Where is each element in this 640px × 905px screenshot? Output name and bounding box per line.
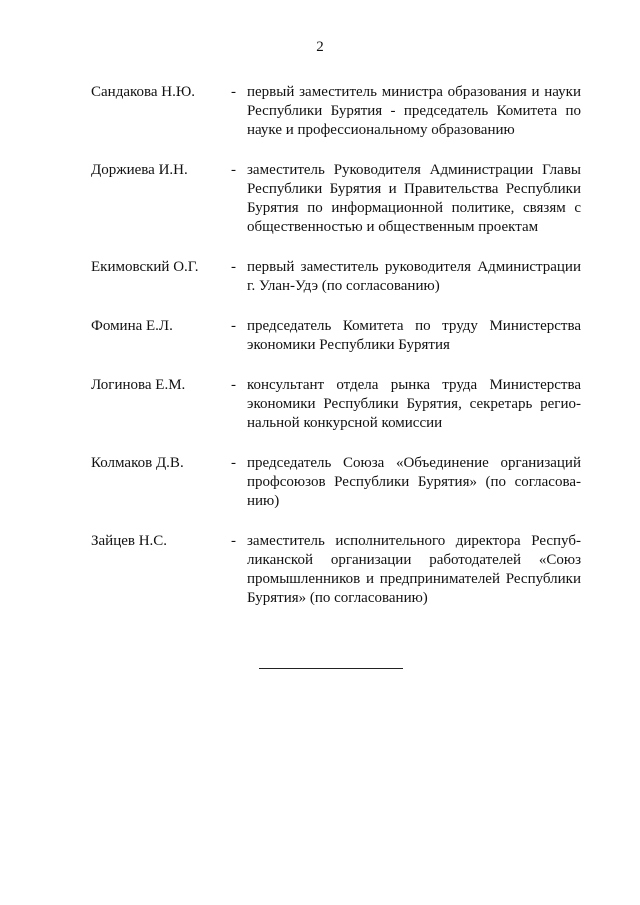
member-dash: - [231,259,236,275]
member-name: Логинова Е.М. [91,377,186,393]
member-role: председатель Союза «Объединение организаций профсоюзов Республики Бурятия» (по согласованию) [247,455,581,509]
member-dash: - [231,455,236,471]
member-name: Сандакова Н.Ю. [91,84,196,100]
member-row [91,454,581,511]
member-row [91,317,581,355]
member-role: председатель Комитета по труду Министерства экономики Республики Бурятия [247,318,581,353]
member-row [91,376,581,433]
member-name: Екимовский О.Г. [91,259,199,275]
member-role: заместитель Руководителя Администрации Главы Республики Бурятия и Правительства Республики Бурятия по информационной политике, связям с общественностью и общественным проектам [247,162,581,235]
member-name: Зайцев Н.С. [91,533,168,549]
member-dash: - [231,377,236,393]
commission-members-list [91,83,581,629]
closing-separator-line [259,668,403,669]
member-row [91,532,581,608]
member-role: первый заместитель руководителя Администрации г. Улан-Удэ (по согласованию) [247,259,581,294]
member-role: консультант отдела рынка труда Министерства экономики Республики Бурятия, секретарь региональной конкурсной комиссии [247,377,581,431]
member-dash: - [231,533,236,549]
member-role: заместитель исполнительного директора Республиканской организации работодателей «Союз промышленников и предпринимателей Республики Бурятия» (по согласованию) [247,533,581,606]
member-name: Доржиева И.Н. [91,162,188,178]
member-dash: - [231,318,236,334]
member-row [91,258,581,296]
member-row [91,83,581,140]
member-role: первый заместитель министра образования и науки Республики Бурятия - председатель Комитета по науке и профессиональному образованию [247,84,581,138]
member-name: Фомина Е.Л. [91,318,173,334]
member-dash: - [231,84,236,100]
member-name: Колмаков Д.В. [91,455,184,471]
member-dash: - [231,162,236,178]
page-number: 2 [316,39,324,55]
member-row [91,161,581,237]
